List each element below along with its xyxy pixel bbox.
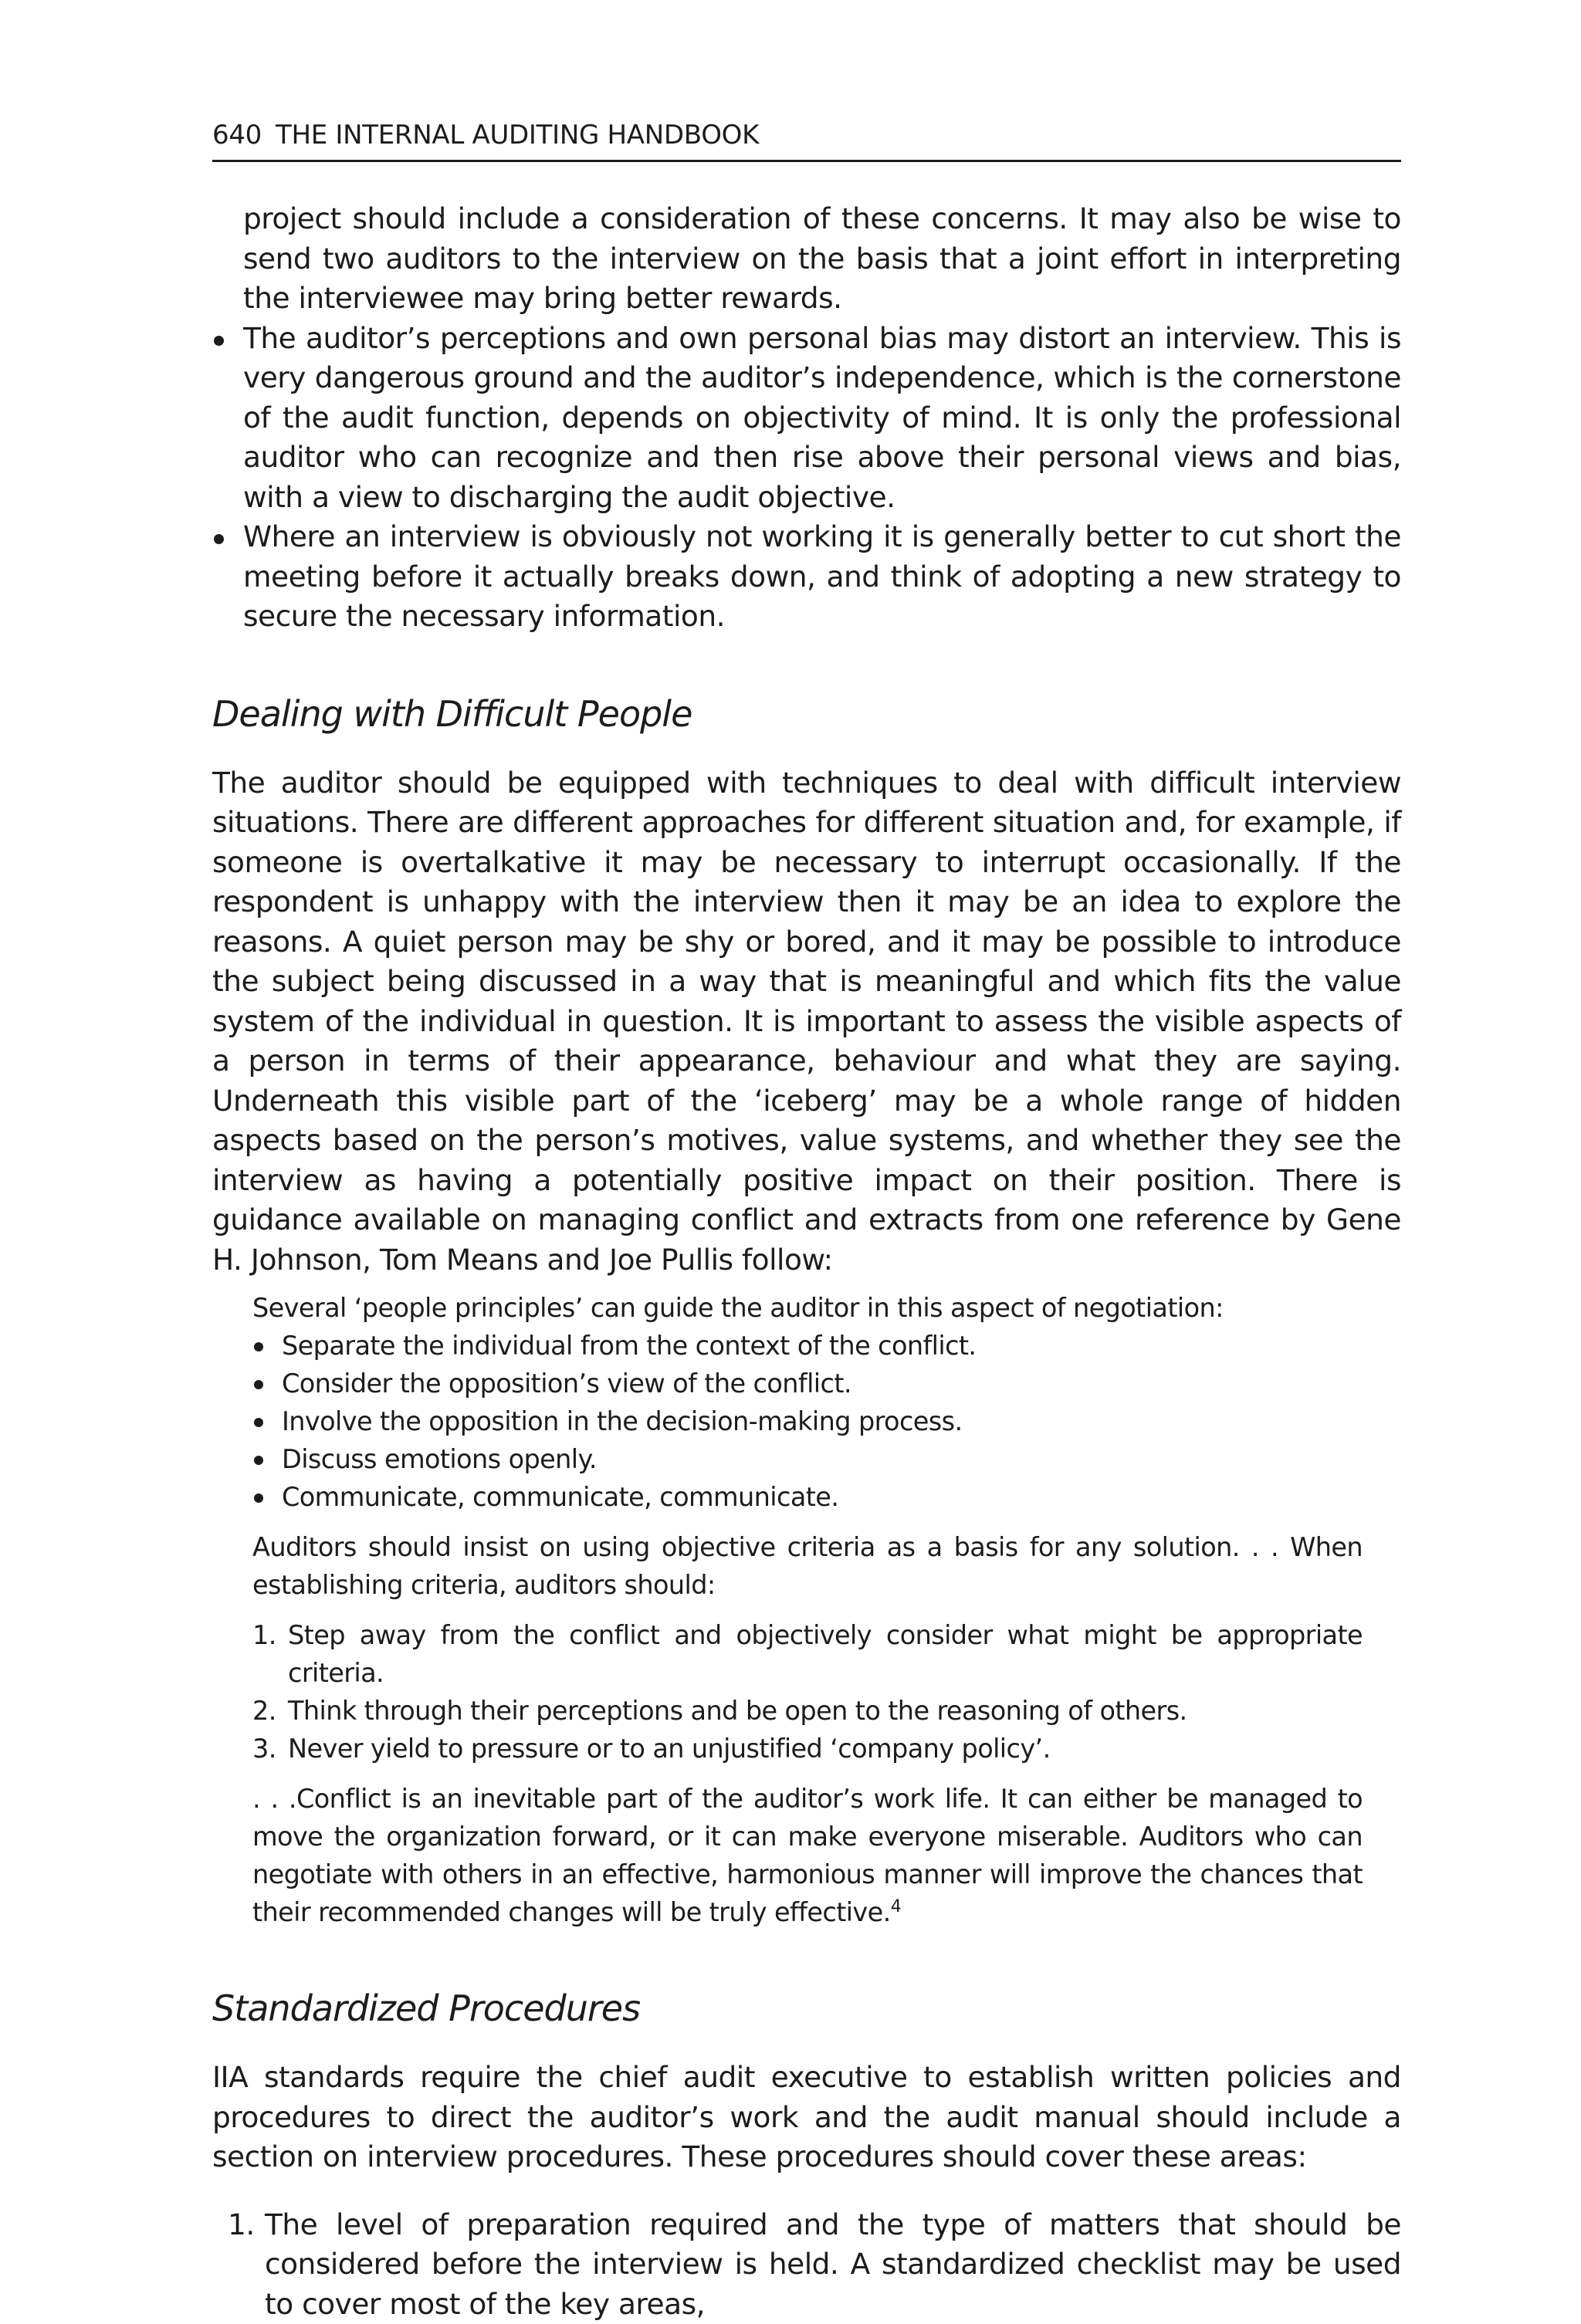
people-principles-list <box>252 1327 1363 1516</box>
list-item: Involve the opposition in the decision-making process. <box>252 1402 1363 1440</box>
running-title: THE INTERNAL AUDITING HANDBOOK <box>276 120 759 151</box>
list-item: Communicate, communicate, communicate. <box>252 1478 1363 1516</box>
list-item: Where an interview is obviously not working it is generally better to cut short the meeting before it actually breaks down, and think of adopting a new strategy to secure the necessary information. <box>212 517 1401 637</box>
list-item <box>212 2205 1401 2324</box>
block-quote <box>252 1289 1363 1931</box>
list-item <box>252 1616 1363 1692</box>
procedures-list <box>212 2205 1401 2324</box>
criteria-list <box>252 1616 1363 1768</box>
list-item: The auditor’s perceptions and own personal bias may distort an interview. This is very dangerous ground and the auditor’s independence, which is the cornerstone of the audit function, depends on objectivity of mind. It is only the professional auditor who can recognize and then rise above their personal views and bias, with a view to discharging the audit objective. <box>212 319 1401 518</box>
item-text: Step away from the conflict and objectively consider what might be appropriate criteria. <box>288 1620 1363 1688</box>
body-paragraph: IIA standards require the chief audit executive to establish written policies and procedures to direct the auditor’s work and the audit manual should include a section on interview procedures. These procedures should cover these areas: <box>212 2058 1401 2177</box>
item-text: Never yield to pressure or to an unjustified ‘company policy’. <box>288 1734 1051 1764</box>
quote-closing <box>252 1780 1363 1931</box>
list-item: Consider the opposition’s view of the conflict. <box>252 1365 1363 1402</box>
list-item <box>252 1692 1363 1730</box>
body-paragraph: The auditor should be equipped with techniques to deal with difficult interview situations. There are different approaches for different situation and, for example, if someone is overtalkative it may be necessary to interrupt occasionally. If the respondent is unhappy with the interview then it may be an idea to explore the reasons. A quiet person may be shy or bored, and it may be possible to introduce the subject being discussed in a way that is meaningful and which fits the value system of the individual in question. It is important to assess the visible aspects of a person in terms of their appearance, behaviour and what they are saying. Underneath this visible part of the ‘iceberg’ may be a whole range of hidden aspects based on the person’s motives, value systems, and whether they see the interview as having a potentially positive impact on their position. There is guidance available on managing conflict and extracts from one reference by Gene H. Johnson, Tom Means and Joe Pullis follow: <box>212 763 1401 1280</box>
page-content <box>212 199 1401 2324</box>
page-number: 640 <box>212 120 262 151</box>
section-heading-standardized-procedures: Standardized Procedures <box>212 1987 1401 2030</box>
item-number: 1. <box>252 1616 276 1654</box>
quote-lead: Several ‘people principles’ can guide the auditor in this aspect of negotiation: <box>252 1289 1363 1327</box>
item-number: 1. <box>228 2205 255 2245</box>
footnote-reference: 4 <box>891 1897 901 1916</box>
list-item: Separate the individual from the context of the conflict. <box>252 1327 1363 1365</box>
list-item <box>252 1730 1363 1768</box>
running-header <box>212 120 1401 162</box>
closing-text: . . .Conflict is an inevitable part of the auditor’s work life. It can either be managed to move the organization forward, or it can make everyone miserable. Auditors who can negotiate with others in an effective, harmonious manner will improve the chances that their recommended changes will be truly effective. <box>252 1784 1363 1927</box>
item-text: The level of preparation required and the type of matters that should be considered before the interview is held. A standardized checklist may be used to cover most of the key areas, <box>265 2207 1401 2321</box>
section-heading-difficult-people: Dealing with Difficult People <box>212 692 1401 736</box>
intro-bullet-list <box>212 319 1401 637</box>
item-text: Think through their perceptions and be open to the reasoning of others. <box>288 1696 1187 1726</box>
criteria-intro: Auditors should insist on using objective criteria as a basis for any solution. . . When establishing criteria, auditors should: <box>252 1528 1363 1604</box>
continued-bullet-text: project should include a consideration of these concerns. It may also be wise to send two auditors to the interview on the basis that a joint effort in interpreting the interviewee may bring better rewards. <box>243 199 1401 319</box>
item-number: 2. <box>252 1692 276 1730</box>
item-number: 3. <box>252 1730 276 1768</box>
list-item: Discuss emotions openly. <box>252 1440 1363 1478</box>
